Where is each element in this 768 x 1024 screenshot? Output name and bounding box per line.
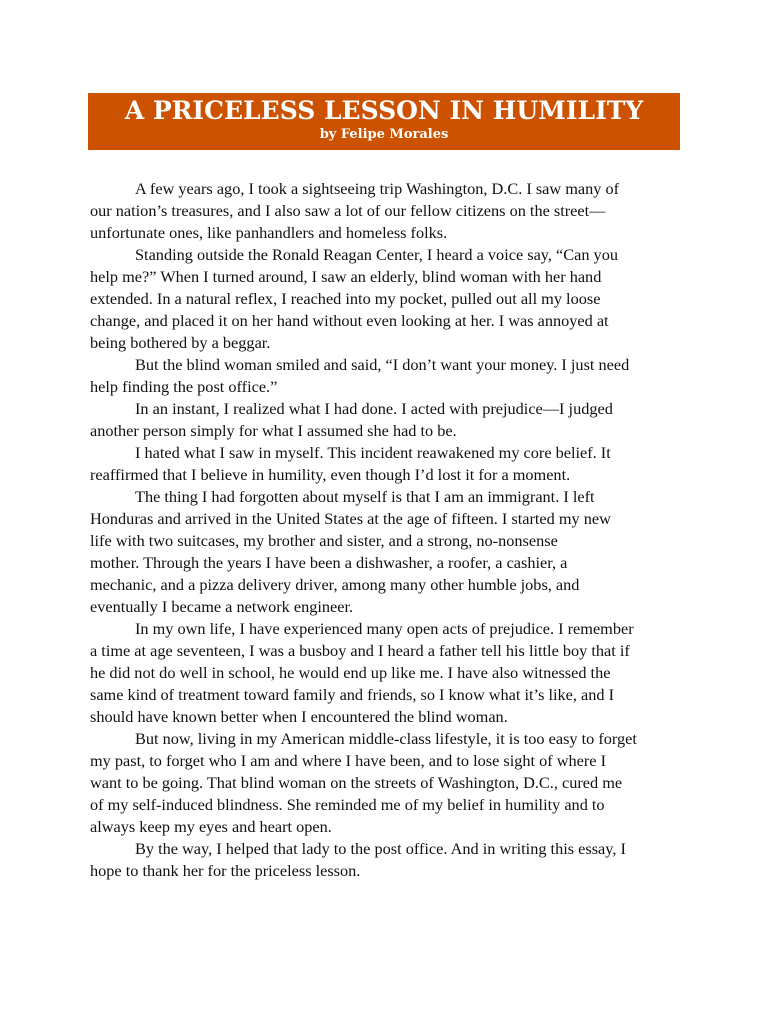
paragraph-line: By the way, I helped that lady to the post office. And in writing this essay, I bbox=[135, 839, 626, 858]
paragraph-line: reaffirmed that I believe in humility, even though I’d lost it for a moment. bbox=[90, 465, 571, 484]
essay-byline: by Felipe Morales bbox=[319, 127, 449, 142]
paragraph-line: mother. Through the years I have been a dishwasher, a roofer, a cashier, a bbox=[90, 553, 568, 572]
essay-paragraph bbox=[90, 618, 682, 728]
paragraph-line: he did not do well in school, he would end up like me. I have also witnessed the bbox=[90, 663, 611, 682]
paragraph-line: In my own life, I have experienced many open acts of prejudice. I remember bbox=[135, 619, 634, 638]
paragraph-line: In an instant, I realized what I had done. I acted with prejudice—I judged bbox=[135, 399, 613, 418]
paragraph-line: my past, to forget who I am and where I have been, and to lose sight of where I bbox=[90, 751, 607, 770]
essay-title: A PRICELESS LESSON IN HUMILITY bbox=[124, 96, 644, 125]
essay-body bbox=[90, 178, 682, 882]
essay-paragraph bbox=[90, 486, 682, 618]
essay-paragraph bbox=[90, 354, 682, 398]
paragraph-line: hope to thank her for the priceless lesson. bbox=[90, 861, 361, 880]
paragraph-line: The thing I had forgotten about myself is that I am an immigrant. I left bbox=[135, 487, 595, 506]
paragraph-line: unfortunate ones, like panhandlers and homeless folks. bbox=[90, 223, 448, 242]
paragraph-line: help me?” When I turned around, I saw an elderly, blind woman with her hand bbox=[90, 267, 602, 286]
paragraph-line: I hated what I saw in myself. This incident reawakened my core belief. It bbox=[135, 443, 611, 462]
paragraph-line: a time at age seventeen, I was a busboy and I heard a father tell his little boy that if bbox=[90, 641, 630, 660]
essay-paragraph bbox=[90, 244, 682, 354]
paragraph-line: life with two suitcases, my brother and sister, and a strong, no-nonsense bbox=[90, 531, 558, 550]
paragraph-line: change, and placed it on her hand without even looking at her. I was annoyed at bbox=[90, 311, 609, 330]
essay-paragraph bbox=[90, 178, 682, 244]
paragraph-line: Honduras and arrived in the United States at the age of fifteen. I started my new bbox=[90, 509, 611, 528]
essay-paragraph bbox=[90, 398, 682, 442]
paragraph-line: help finding the post office.” bbox=[90, 377, 278, 396]
paragraph-line: eventually I became a network engineer. bbox=[90, 597, 354, 616]
paragraph-line: mechanic, and a pizza delivery driver, among many other humble jobs, and bbox=[90, 575, 580, 594]
paragraph-line: extended. In a natural reflex, I reached into my pocket, pulled out all my loose bbox=[90, 289, 601, 308]
essay-paragraph bbox=[90, 728, 682, 838]
paragraph-line: But now, living in my American middle-class lifestyle, it is too easy to forget bbox=[135, 729, 637, 748]
paragraph-line: A few years ago, I took a sightseeing trip Washington, D.C. I saw many of bbox=[135, 179, 620, 198]
paragraph-line: want to be going. That blind woman on the streets of Washington, D.C., cured me bbox=[90, 773, 623, 792]
paragraph-line: being bothered by a beggar. bbox=[90, 333, 271, 352]
paragraph-line: our nation’s treasures, and I also saw a lot of our fellow citizens on the street— bbox=[90, 201, 606, 220]
essay-paragraph bbox=[90, 838, 682, 882]
paragraph-line: of my self-induced blindness. She reminded me of my belief in humility and to bbox=[90, 795, 605, 814]
essay-paragraph bbox=[90, 442, 682, 486]
paragraph-line: But the blind woman smiled and said, “I don’t want your money. I just need bbox=[135, 355, 630, 374]
paragraph-line: another person simply for what I assumed she had to be. bbox=[90, 421, 457, 440]
paragraph-line: same kind of treatment toward family and friends, so I know what it’s like, and I bbox=[90, 685, 615, 704]
paragraph-line: Standing outside the Ronald Reagan Center, I heard a voice say, “Can you bbox=[135, 245, 618, 264]
paragraph-line: should have known better when I encountered the blind woman. bbox=[90, 707, 508, 726]
paragraph-line: always keep my eyes and heart open. bbox=[90, 817, 332, 836]
title-banner bbox=[88, 93, 680, 150]
